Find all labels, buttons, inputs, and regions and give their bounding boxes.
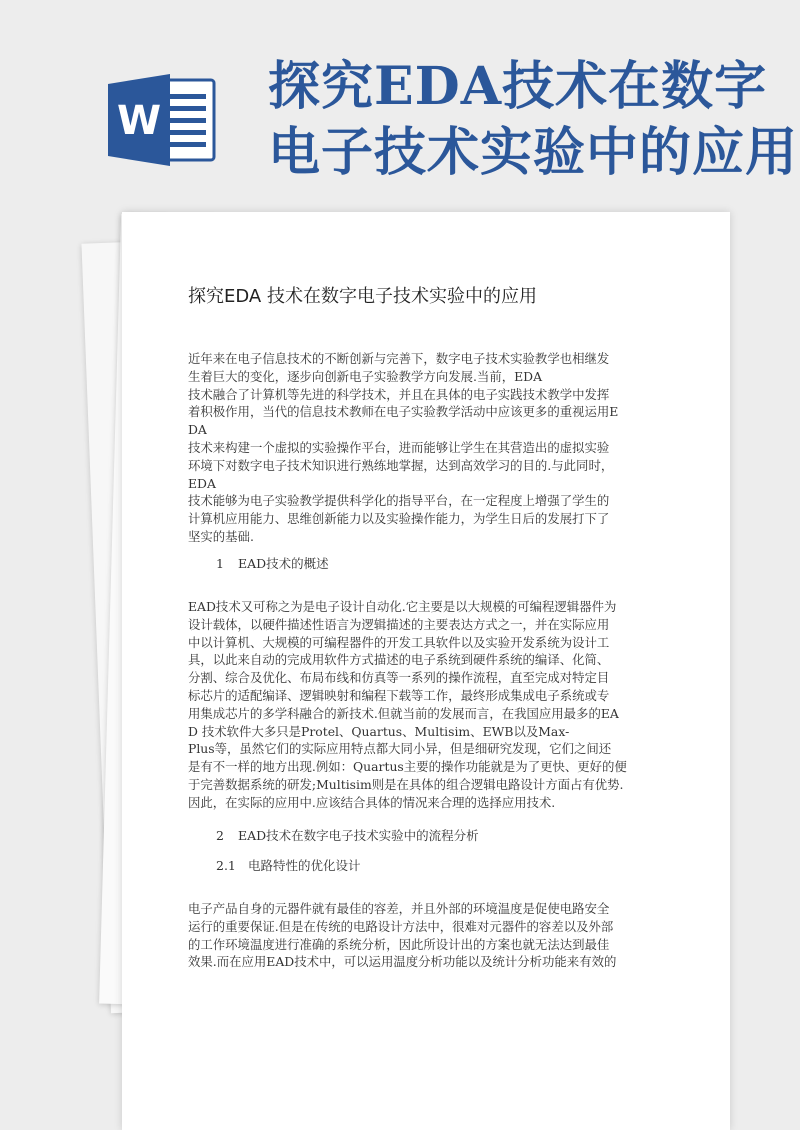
section-title: EAD技术在数字电子技术实验中的流程分析 [237,828,479,843]
text-line: 的工作环境温度进行准确的系统分析，因此所设计出的方案也就无法达到最佳 [188,936,610,952]
section-2-1-paragraph [188,900,638,971]
intro-paragraph [188,350,638,546]
section-number: 1 [216,556,224,571]
text-line: 环境下对数字电子技术知识进行熟练地掌握，达到高效学习的目的.与此同时， [188,457,614,473]
document-page [122,212,730,1130]
banner-title-line-2: 电子技术实验中的应用 [268,122,799,183]
document-title: 探究EDA 技术在数字电子技术实验中的应用 [188,286,537,307]
banner-title-line-1: 探究EDA技术在数字 [268,56,768,117]
text-line: 具，以此来自动的完成用软件方式描述的电子系统到硬件系统的编译、化简、 [188,652,610,668]
text-line: EDA [188,475,216,491]
section-title: 电路特性的优化设计 [247,858,361,873]
section-number: 2.1 [216,858,236,873]
text-line: 因此，在实际的应用中.应该结合具体的情况来合理的选择应用技术. [188,794,556,810]
section-title: EAD技术的概述 [237,556,329,571]
page-banner-title [268,54,799,186]
text-line: 标芯片的适配编译、逻辑映射和编程下载等工作，最终形成集成电子系统或专 [188,687,610,703]
text-line: 运行的重要保证.但是在传统的电路设计方法中，很难对元器件的容差以及外部 [188,918,614,934]
text-line: 用集成芯片的多学科融合的新技术.但就当前的发展而言，在我国应用最多的EA [188,705,619,721]
text-line: 技术能够为电子实验教学提供科学化的指导平台，在一定程度上增强了学生的 [188,493,610,509]
text-line: 计算机应用能力、思维创新能力以及实验操作能力，为学生日后的发展打下了 [188,511,610,527]
section-1-paragraph [188,598,638,812]
text-line: 于完善数据系统的研发;Multisim则是在具体的组合逻辑电路设计方面占有优势. [188,776,624,792]
section-number: 2 [216,828,224,843]
text-line: 分割、综合及优化、布局布线和仿真等一系列的操作流程，直至完成对特定目 [188,670,610,686]
text-line: 是有不一样的地方出现.例如：Quartus主要的操作功能就是为了更快、更好的便 [188,759,627,775]
text-line: 坚实的基础. [188,528,254,544]
text-line: 效果.而在应用EAD技术中，可以运用温度分析功能以及统计分析功能来有效的 [188,954,617,970]
section-1-heading [216,554,329,572]
text-line: DA [188,422,207,438]
word-document-icon [108,70,218,170]
section-2-heading [216,826,479,844]
text-line: EAD技术又可称之为是电子设计自动化.它主要是以大规模的可编程逻辑器件为 [188,599,617,614]
text-line: 近年来在电子信息技术的不断创新与完善下，数字电子技术实验教学也相继发 [188,351,610,366]
text-line: 技术来构建一个虚拟的实验操作平台，进而能够让学生在其营造出的虚拟实验 [188,439,610,455]
word-logo-letter: W [116,98,162,144]
text-line: 技术融合了计算机等先进的科学技术，并且在具体的电子实践技术教学中发挥 [188,386,610,402]
text-line: Plus等，虽然它们的实际应用特点都大同小异，但是细研究发现，它们之间还 [188,741,612,757]
text-line: 电子产品自身的元器件就有最佳的容差，并且外部的环境温度是促使电路安全 [188,901,610,916]
text-line: 中以计算机、大规模的可编程器件的开发工具软件以及实验开发系统为设计工 [188,634,610,650]
text-line: 设计载体，以硬件描述性语言为逻辑描述的主要表达方式之一，并在实际应用 [188,616,610,632]
section-2-1-heading [216,856,361,874]
page-header [0,0,800,200]
text-line: D 技术软件大多只是Protel、Quartus、Multisim、EWB以及Max- [188,723,570,739]
text-line: 生着巨大的变化，逐步向创新电子实验教学方向发展.当前，EDA [188,368,543,384]
text-line: 着积极作用，当代的信息技术教师在电子实验教学活动中应该更多的重视运用E [188,404,619,420]
